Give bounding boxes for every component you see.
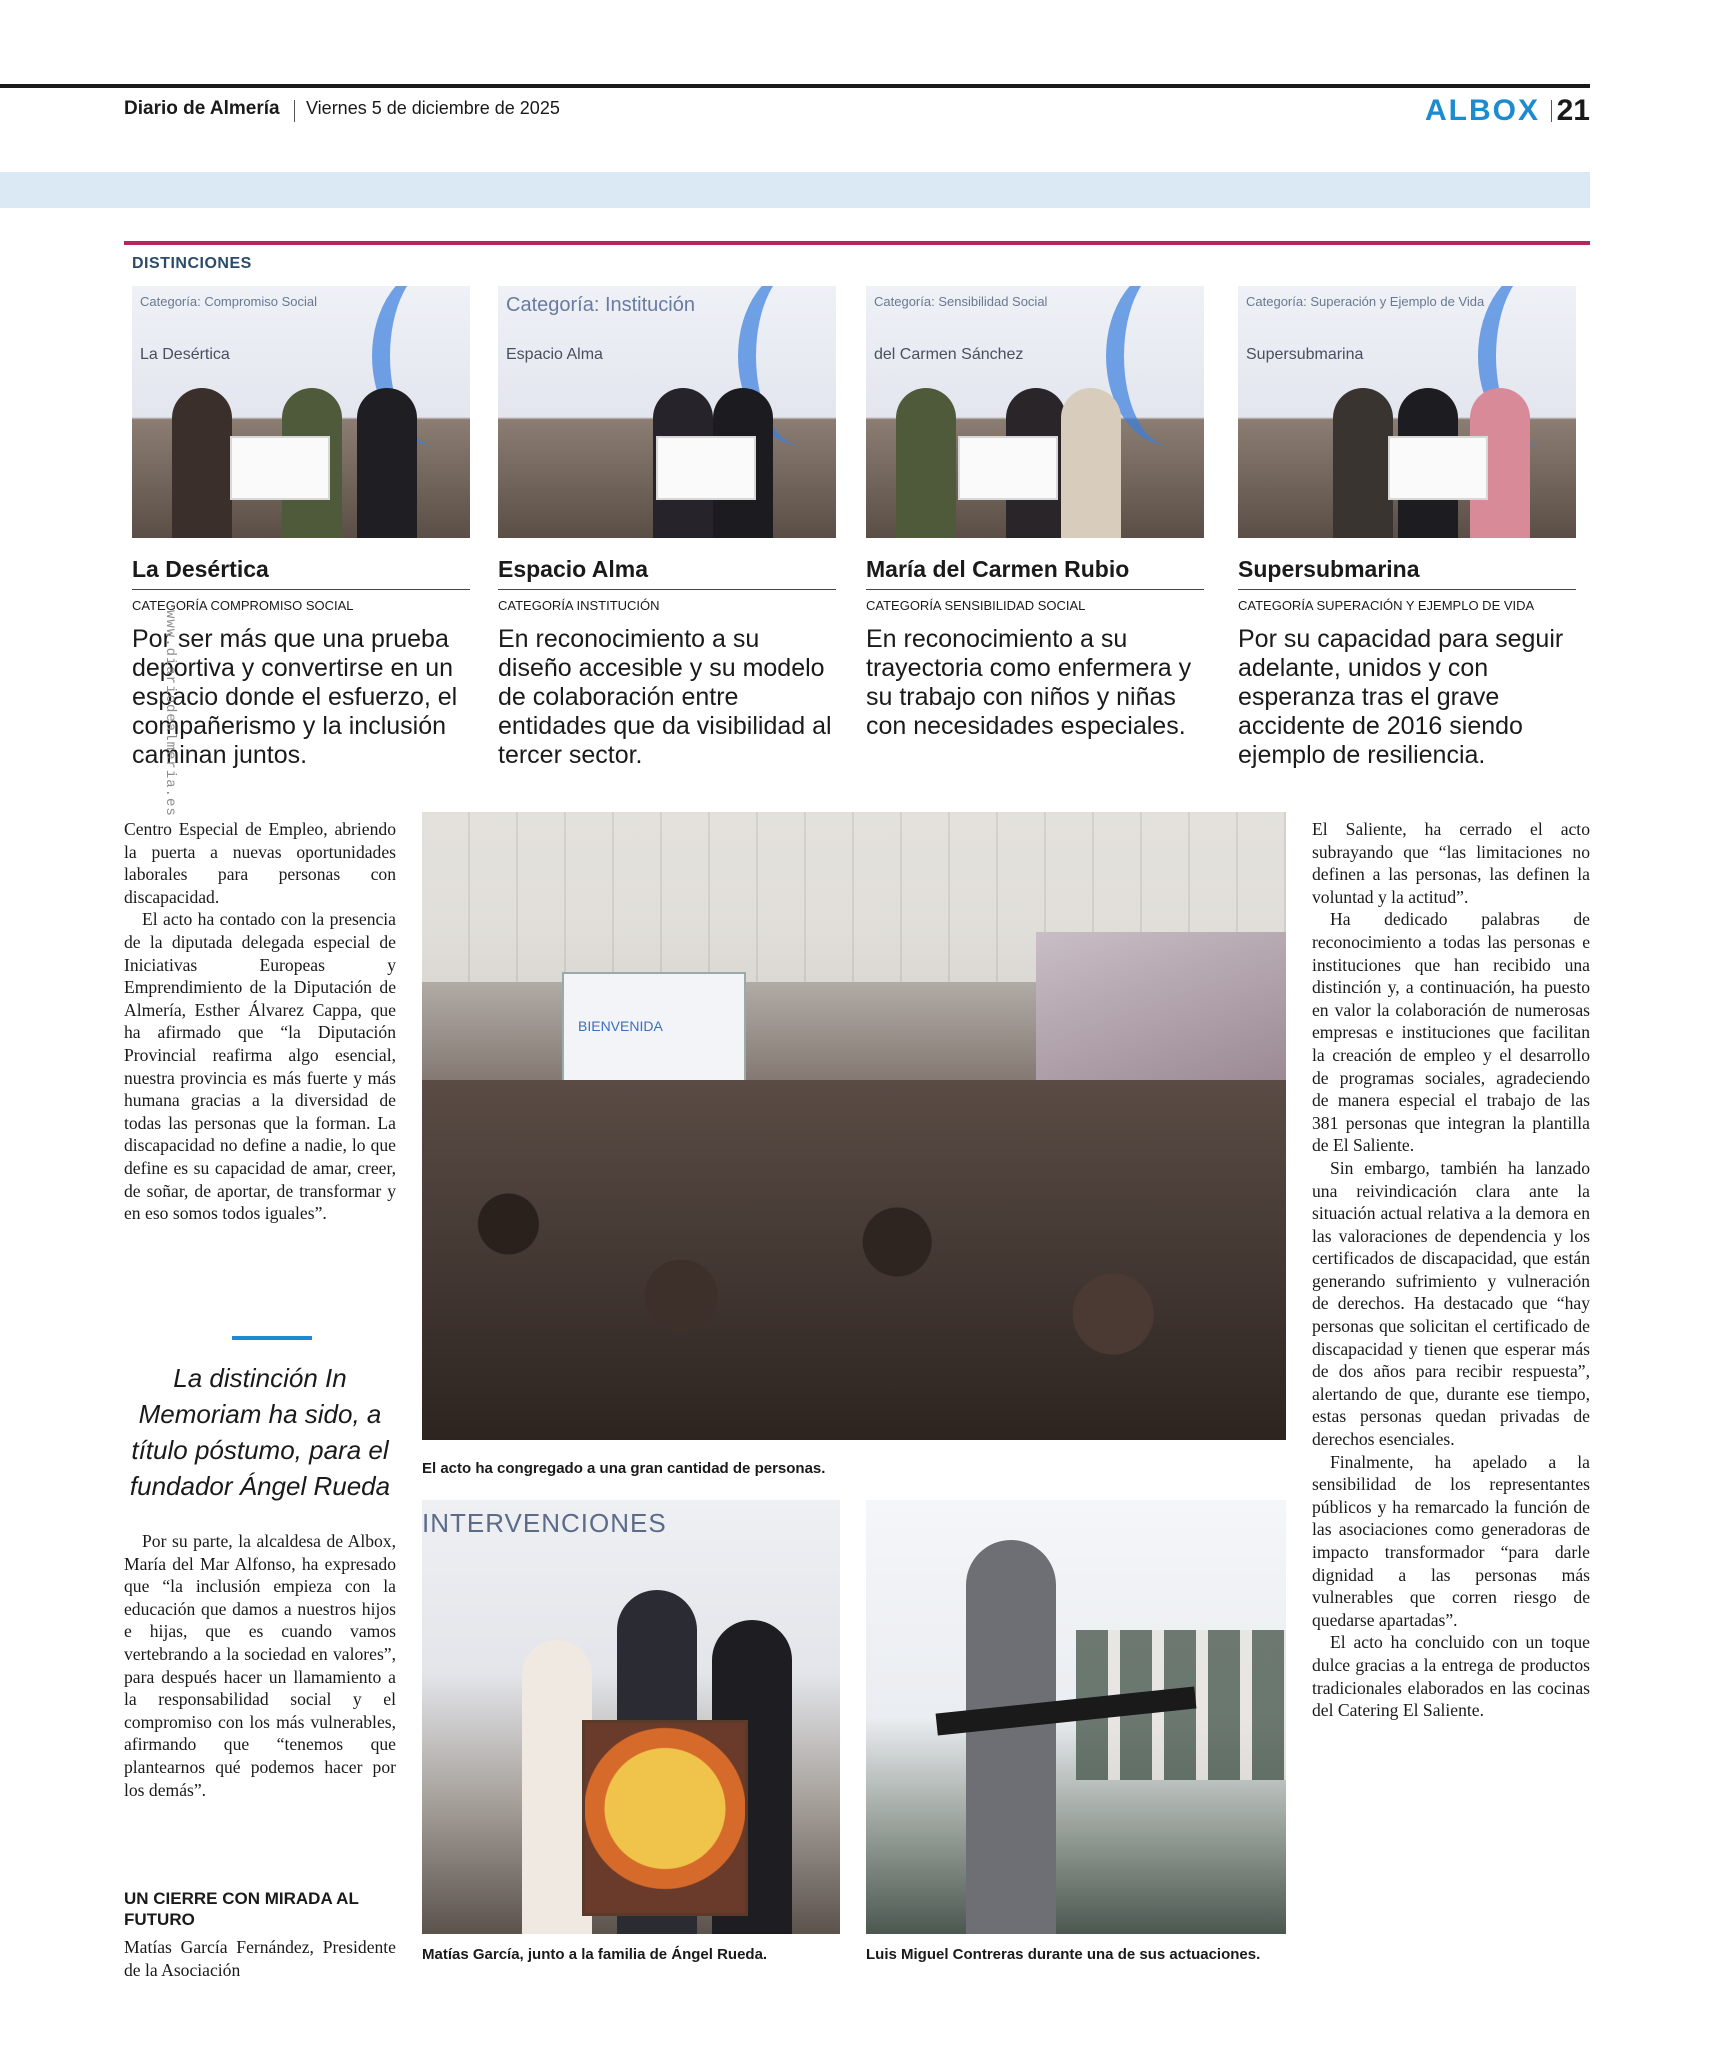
award-card-4: [1238, 286, 1576, 770]
paragraph: Centro Especial de Empleo, abriendo la puerta a nuevas oportunidades laborales para personas con discapacidad.: [124, 819, 396, 907]
person-figure: [896, 388, 956, 538]
screen-text: BIENVENIDA: [578, 1018, 663, 1034]
award-description: Por ser más que una prueba deportiva y convertirse en un espacio donde el esfuerzo, el compañerismo y la inclusión caminan juntos.: [132, 625, 458, 769]
left-column: [124, 818, 396, 1225]
award-card-3: [866, 286, 1204, 741]
side-watermark: www.diariodealmeria.es: [162, 610, 178, 817]
publication-name: Diario de Almería: [124, 98, 280, 119]
projection-screen: [562, 972, 746, 1086]
pull-quote: La distinción In Memoriam ha sido, a título póstumo, para el fundador Ángel Rueda: [129, 1363, 391, 1501]
award-photo: [1238, 286, 1576, 538]
award-category: CATEGORÍA COMPROMISO SOCIAL: [132, 598, 354, 613]
award-photo: [132, 286, 470, 538]
photo-caption: Matías García, junto a la familia de Ángel Rueda.: [422, 1946, 768, 1963]
event-hall-photo: [422, 812, 1286, 1440]
photo-category-label: Categoría: Sensibilidad Social: [874, 294, 1048, 309]
award-description: En reconocimiento a su diseño accesible y su modelo de colaboración entre entidades que da visibilidad al tercer sector.: [498, 625, 832, 769]
award-category: CATEGORÍA SUPERACIÓN Y EJEMPLO DE VIDA: [1238, 598, 1535, 613]
photo-caption: El acto ha congregado a una gran cantidad de personas.: [422, 1460, 826, 1477]
paragraph: Finalmente, ha apelado a la sensibilidad de los representantes públicos y ha remarcado la función de las asociaciones como generadoras de impacto transformador “para darle dignidad a las personas más vulnerables que corren riesgo de quedarse apartadas”.: [1312, 1451, 1590, 1630]
photo-name-label: La Desértica: [140, 346, 230, 363]
award-description: Por su capacidad para seguir adelante, unidos y con esperanza tras el grave accidente de 2016 siendo ejemplo de resiliencia.: [1238, 625, 1564, 769]
photo-category-label: Categoría: Compromiso Social: [140, 294, 318, 309]
family-photo: [422, 1500, 840, 1934]
section-rule: [124, 241, 1590, 245]
header-separator: [294, 100, 295, 122]
award-photo: [498, 286, 836, 538]
photo-name-label: Espacio Alma: [506, 346, 603, 363]
award-title: Espacio Alma: [498, 556, 836, 590]
page-number: 21: [1556, 94, 1590, 127]
award-card-2: [498, 286, 836, 770]
person-figure: [1333, 388, 1393, 538]
award-title: La Desértica: [132, 556, 470, 590]
certificate: [230, 436, 330, 500]
award-category: CATEGORÍA SENSIBILIDAD SOCIAL: [866, 598, 1086, 613]
photo-caption: Luis Miguel Contreras durante una de sus actuaciones.: [866, 1946, 1261, 1963]
header-separator: [1551, 100, 1552, 122]
paragraph: El acto ha concluido con un toque dulce gracias a la entrega de productos tradicionales elaborados en las cocinas del Catering El Saliente.: [1312, 1632, 1590, 1721]
award-description: En reconocimiento a su trayectoria como enfermera y su trabajo con niños y niñas con necesidades especiales.: [866, 625, 1192, 740]
paragraph: El Saliente, ha cerrado el acto subrayando que “las limitaciones no definen a las personas, las definen la voluntad y la actitud”.: [1312, 819, 1590, 907]
pullquote-rule: [232, 1336, 312, 1340]
award-title: María del Carmen Rubio: [866, 556, 1204, 590]
left-column-continued: [124, 1530, 396, 1801]
top-rule: [0, 84, 1590, 88]
award-title: Supersubmarina: [1238, 556, 1576, 590]
award-card-1: [132, 286, 470, 770]
award-category: CATEGORÍA INSTITUCIÓN: [498, 598, 660, 613]
paragraph: Por su parte, la alcaldesa de Albox, María del Mar Alfonso, ha expresado que “la inclusión empieza con la educación que damos a nuestros hijos e hijas, que es cuando vamos vertebrando a la sociedad en valores”, para después hacer un llamamiento a la responsabilidad social y el compromiso con los más vulnerables, afirmando que “tenemos que plantearnos qué podemos hacer por los demás”.: [124, 1531, 396, 1800]
audience: [422, 1080, 1286, 1440]
certificate: [1388, 436, 1488, 500]
performance-photo: [866, 1500, 1286, 1934]
issue-date: Viernes 5 de diciembre de 2025: [306, 98, 560, 118]
person-figure: [172, 388, 232, 538]
paragraph: Ha dedicado palabras de reconocimiento a todas las personas e instituciones que han recibido una distinción y, a continuación, ha puesto en valor la colaboración de numerosas empresas e instituciones que facilitan la creación de empleo y el desarrollo de programas sociales, agradeciendo de manera especial el trabajo de las 381 personas que integran la plantilla de El Saliente.: [1312, 909, 1590, 1156]
kicker: DISTINCIONES: [132, 255, 252, 272]
paragraph: El acto ha contado con la presencia de la diputada delegada especial de Iniciativas Europeas y Emprendimiento de la Diputación de Almería, Esther Álvarez Cappa, que ha afirmado que “la Diputación Provincial reafirma algo esencial, nuestra provincia es más fuerte y más humana gracias a la diversidad de todas las personas que la forman. La discapacidad no define a nadie, lo que define es su capacidad de amar, creer, de soñar, de aportar, de transformar y en eso somos todos iguales”.: [124, 909, 396, 1224]
right-column: [1312, 818, 1590, 1722]
subheading: UN CIERRE CON MIRADA AL FUTURO: [124, 1889, 359, 1929]
left-column-end: [124, 1936, 396, 1981]
paragraph: Sin embargo, también ha lanzado una reivindicación clara ante la situación actual relativa a la demora en las valoraciones de dependencia y los certificados de discapacidad, que están generando sufrimiento y vulneración de derechos. Ha destacado que “hay personas que solicitan el certificado de discapacidad y tienen que esperar más de dos años para recibir respuesta”, alertando de que, durante ese tiempo, estas personas quedan privadas de derechos esenciales.: [1312, 1157, 1590, 1450]
header-band: [0, 172, 1590, 208]
photo-name-label: del Carmen Sánchez: [874, 346, 1024, 363]
banner-text: INTERVENCIONES: [422, 1508, 667, 1538]
portrait-painting: [582, 1720, 748, 1916]
singer-figure: [966, 1540, 1056, 1934]
person-figure: [357, 388, 417, 538]
page-header: [124, 94, 1590, 132]
certificate: [958, 436, 1058, 500]
paragraph: Matías García Fernández, Presidente de la Asociación: [124, 1937, 396, 1980]
certificate: [656, 436, 756, 500]
photo-category-label: Categoría: Superación y Ejemplo de Vida: [1246, 294, 1485, 309]
photo-name-label: Supersubmarina: [1246, 346, 1364, 363]
person-figure: [1061, 388, 1121, 538]
photo-category-label: Categoría: Institución: [506, 294, 695, 316]
award-photo: [866, 286, 1204, 538]
section-name: ALBOX: [1425, 94, 1540, 127]
